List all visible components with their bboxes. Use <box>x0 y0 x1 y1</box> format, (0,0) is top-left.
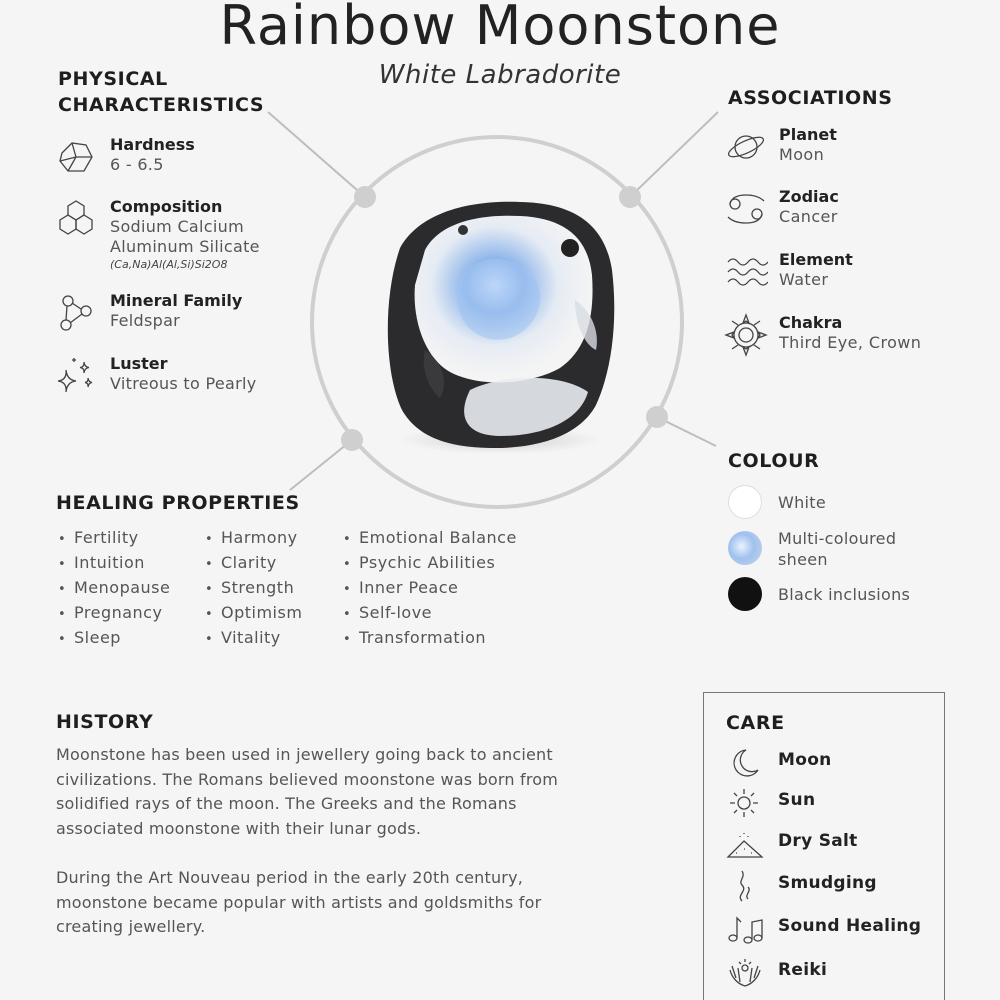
healing-list-1 <box>58 527 170 652</box>
element-label: Element <box>779 250 853 269</box>
history-line: creating jewellery. <box>56 917 206 936</box>
history-line: During the Art Nouveau period in the early 20th century, <box>56 868 524 887</box>
history-heading: HISTORY <box>56 711 154 733</box>
page-title: Rainbow Moonstone <box>219 0 781 57</box>
list-item: • Clarity <box>205 552 302 577</box>
chakra-label: Chakra <box>779 313 843 332</box>
list-item: • Menopause <box>58 577 170 602</box>
colour-label: Black inclusions <box>778 585 911 604</box>
list-item: • Optimism <box>205 602 302 627</box>
salt-pile-icon <box>726 827 764 861</box>
composition-value-line1: Sodium Calcium <box>110 217 244 236</box>
history-line: associated moonstone with their lunar gods. <box>56 818 422 838</box>
colour-swatch-sheen <box>728 531 762 565</box>
planet-value: Moon <box>779 145 825 164</box>
history-line: moonstone became popular with artists and goldsmiths for <box>56 892 542 912</box>
zodiac-label: Zodiac <box>779 187 839 206</box>
care-label: Smudging <box>778 873 877 893</box>
care-label: Reiki <box>778 960 828 980</box>
list-item: • Transformation <box>343 627 517 652</box>
element-value: Water <box>779 270 829 289</box>
connector-dot <box>341 429 363 451</box>
healing-list-3 <box>343 527 517 652</box>
care-heading: CARE <box>726 712 785 734</box>
page-subtitle: White Labradorite <box>378 60 622 90</box>
care-label: Dry Salt <box>778 831 858 851</box>
hardness-value: 6 - 6.5 <box>110 155 164 174</box>
healing-list-2 <box>205 527 302 652</box>
association-element <box>724 250 984 300</box>
physical-mineral-family <box>54 291 354 351</box>
physical-luster <box>54 354 354 414</box>
zodiac-value: Cancer <box>779 207 838 226</box>
healing-heading: HEALING PROPERTIES <box>56 492 300 514</box>
care-label: Sun <box>778 790 816 810</box>
history-line: solidified rays of the moon. The Greeks and the Romans <box>56 794 517 813</box>
crescent-moon-icon <box>726 746 764 780</box>
care-dry-salt <box>726 827 936 861</box>
list-item: • Self-love <box>343 602 517 627</box>
colour-sheen <box>728 528 988 570</box>
planet-icon <box>724 125 768 169</box>
sun-icon <box>726 786 764 820</box>
association-zodiac <box>724 187 984 237</box>
list-item: • Fertility <box>58 527 170 552</box>
care-label: Sound Healing <box>778 916 922 936</box>
composition-value <box>110 217 260 257</box>
list-item: • Psychic Abilities <box>343 552 517 577</box>
chakra-lotus-icon <box>724 313 768 357</box>
composition-value-line2: Aluminum Silicate <box>110 237 260 256</box>
connector-dot <box>354 186 376 208</box>
list-item: • Pregnancy <box>58 602 170 627</box>
hexagons-icon <box>54 197 98 241</box>
physical-heading <box>58 66 264 118</box>
physical-composition <box>54 197 354 277</box>
connector-healing <box>290 440 352 490</box>
composition-label: Composition <box>110 197 223 216</box>
associations-heading: ASSOCIATIONS <box>728 87 893 109</box>
water-waves-icon <box>724 250 768 294</box>
cancer-zodiac-icon <box>724 187 768 231</box>
luster-value: Vitreous to Pearly <box>110 374 257 393</box>
care-moon <box>726 746 936 780</box>
physical-heading-line1: PHYSICAL <box>58 68 168 90</box>
luster-label: Luster <box>110 354 168 373</box>
care-label: Moon <box>778 750 832 770</box>
smoke-icon <box>726 869 764 903</box>
list-item: • Vitality <box>205 627 302 652</box>
list-item: • Harmony <box>205 527 302 552</box>
colour-swatch-black <box>728 577 762 611</box>
history-line: Moonstone has been used in jewellery going back to ancient <box>56 745 553 764</box>
list-item: • Intuition <box>58 552 170 577</box>
colour-heading: COLOUR <box>728 450 820 472</box>
list-item: • Inner Peace <box>343 577 517 602</box>
hardness-label: Hardness <box>110 135 195 154</box>
list-item: • Sleep <box>58 627 170 652</box>
sparkles-icon <box>54 354 98 398</box>
colour-label: White <box>778 493 827 512</box>
moonstone-image <box>388 202 614 454</box>
physical-hardness <box>54 135 354 195</box>
mineral-family-label: Mineral Family <box>110 291 243 310</box>
colour-label-line2: sheen <box>778 550 828 569</box>
list-item: • Emotional Balance <box>343 527 517 552</box>
connector-dot <box>646 406 668 428</box>
connector-dot <box>619 186 641 208</box>
colour-label-line1: Multi-coloured <box>778 529 897 548</box>
history-paragraph-2 <box>56 866 616 940</box>
molecule-icon <box>54 291 98 335</box>
reiki-hands-icon <box>726 956 764 990</box>
history-paragraph-1 <box>56 743 616 841</box>
colour-white <box>728 485 988 521</box>
hardness-gem-icon <box>54 135 98 179</box>
association-planet <box>724 125 984 175</box>
list-item: • Strength <box>205 577 302 602</box>
music-notes-icon <box>726 912 764 946</box>
history-line: civilizations. The Romans believed moonstone was born from <box>56 769 559 789</box>
colour-label <box>778 528 896 570</box>
physical-heading-line2: CHARACTERISTICS <box>58 94 265 116</box>
care-sun <box>726 786 936 820</box>
association-chakra <box>724 313 984 363</box>
planet-label: Planet <box>779 125 837 144</box>
chakra-value: Third Eye, Crown <box>779 333 922 352</box>
care-smudging <box>726 869 936 903</box>
care-sound-healing <box>726 912 936 946</box>
mineral-family-value: Feldspar <box>110 311 181 330</box>
care-reiki <box>726 956 936 990</box>
colour-swatch-white <box>728 485 762 519</box>
composition-formula: (Ca,Na)Al(Al,Si)Si2O8 <box>110 258 228 271</box>
connector-associations <box>630 112 718 197</box>
colour-black <box>728 577 988 613</box>
